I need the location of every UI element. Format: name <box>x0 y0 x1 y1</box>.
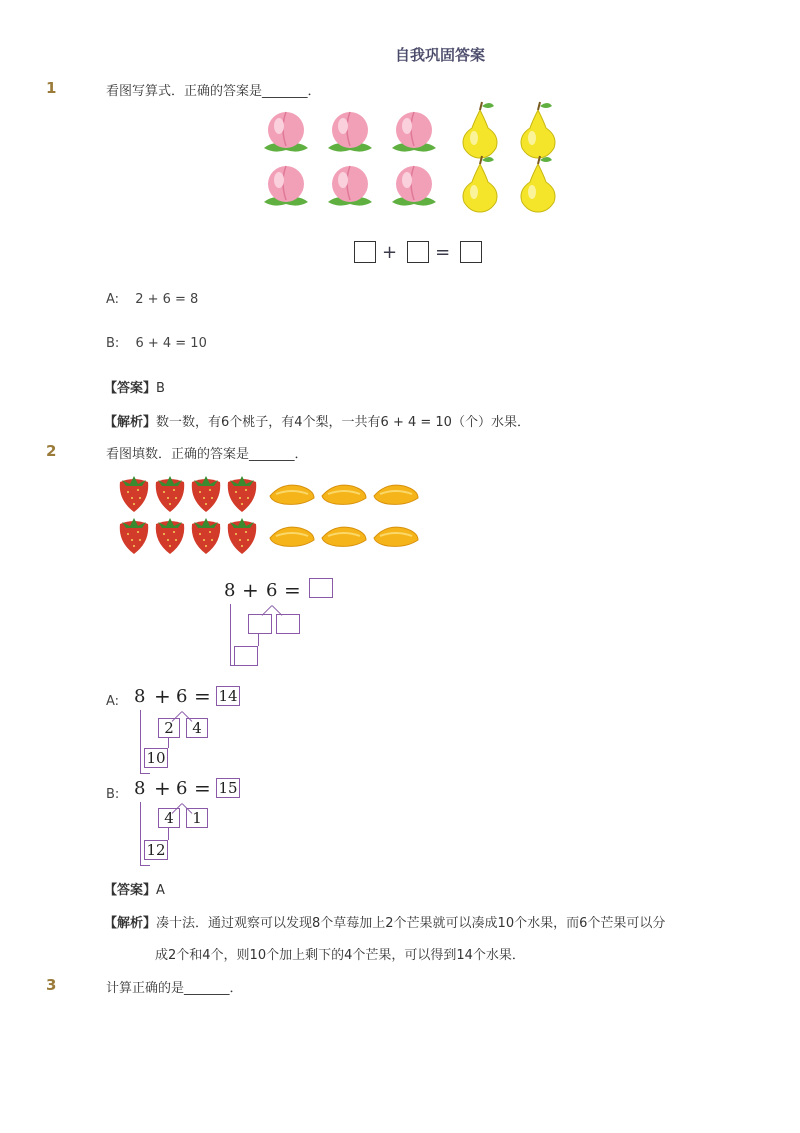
analysis-text: 数一数，有6个桃子，有4个梨，一共有6 + 4 = 10（个）水果． <box>156 415 530 430</box>
q2-option-b-diagram[interactable] <box>130 776 260 866</box>
question-number-3: 3 <box>46 976 57 994</box>
option-text: 2 + 6 = 8 <box>135 292 199 307</box>
option-label: B: <box>106 336 120 351</box>
q2-option-a-diagram[interactable] <box>130 684 260 774</box>
answer-box-1[interactable] <box>354 241 376 263</box>
equals-sign: = <box>194 684 211 708</box>
fruit-image-strawberries-mangoes <box>112 470 432 558</box>
question-number-2: 2 <box>46 442 57 460</box>
equals-sign: = <box>194 776 211 800</box>
split-box-1: 2 <box>158 718 180 738</box>
answer-value: B <box>156 381 165 396</box>
analysis-text-line-1: 凑十法．通过观察可以发现8个草莓加上2个芒果就可以凑成10个水果，而6个芒果可以分 <box>156 916 666 931</box>
question-3-text: 计算正确的是_______． <box>106 981 243 996</box>
addend-b: 6 <box>176 778 188 799</box>
q1-option-b[interactable] <box>106 336 207 351</box>
split-box-1[interactable] <box>248 614 272 634</box>
sum-box: 12 <box>144 840 168 860</box>
question-1-text: 看图写算式．正确的答案是_______． <box>106 84 321 99</box>
q2-make-ten-diagram <box>220 578 360 670</box>
answer-value: A <box>156 883 165 898</box>
addend-a: 8 <box>134 686 146 707</box>
equals-sign: = <box>435 241 451 263</box>
q2-analysis <box>104 912 665 931</box>
page-title: 自我巩固答案 <box>394 46 485 64</box>
q1-analysis <box>104 411 530 430</box>
q2-answer <box>104 879 165 898</box>
addend-a: 8 <box>224 580 236 601</box>
addend-b: 6 <box>266 580 278 601</box>
result-box: 14 <box>216 686 240 706</box>
equals-sign: = <box>284 578 301 602</box>
sum-box[interactable] <box>234 646 258 666</box>
blank-equation <box>354 241 482 263</box>
q2-option-b-label[interactable]: B: <box>106 787 120 802</box>
option-label: A: <box>106 292 120 307</box>
plus-sign: + <box>154 776 171 800</box>
q2-option-a-label[interactable]: A: <box>106 694 120 709</box>
answer-box-2[interactable] <box>407 241 429 263</box>
result-box: 15 <box>216 778 240 798</box>
analysis-label: 【解析】 <box>104 415 157 430</box>
split-box-2: 1 <box>186 808 208 828</box>
addend-b: 6 <box>176 686 188 707</box>
analysis-text-line-2: 成2个和4个，则10个加上剩下的4个芒果，可以得到14个水果． <box>155 948 525 963</box>
analysis-label: 【解析】 <box>104 916 157 931</box>
split-box-2[interactable] <box>276 614 300 634</box>
answer-label: 【答案】 <box>104 381 157 396</box>
plus-sign: + <box>242 578 259 602</box>
sum-box: 10 <box>144 748 168 768</box>
fruit-image-peaches-pears <box>258 100 568 220</box>
split-box-2: 4 <box>186 718 208 738</box>
addend-a: 8 <box>134 778 146 799</box>
question-2-text: 看图填数．正确的答案是_______． <box>106 447 308 462</box>
answer-label: 【答案】 <box>104 883 157 898</box>
question-number-1: 1 <box>46 79 57 97</box>
answer-box-3[interactable] <box>460 241 482 263</box>
split-box-1: 4 <box>158 808 180 828</box>
result-box[interactable] <box>309 578 333 598</box>
q1-option-a[interactable] <box>106 292 198 307</box>
plus-sign: + <box>154 684 171 708</box>
q1-answer <box>104 377 165 396</box>
plus-sign: + <box>382 241 398 263</box>
option-text: 6 + 4 = 10 <box>135 336 207 351</box>
